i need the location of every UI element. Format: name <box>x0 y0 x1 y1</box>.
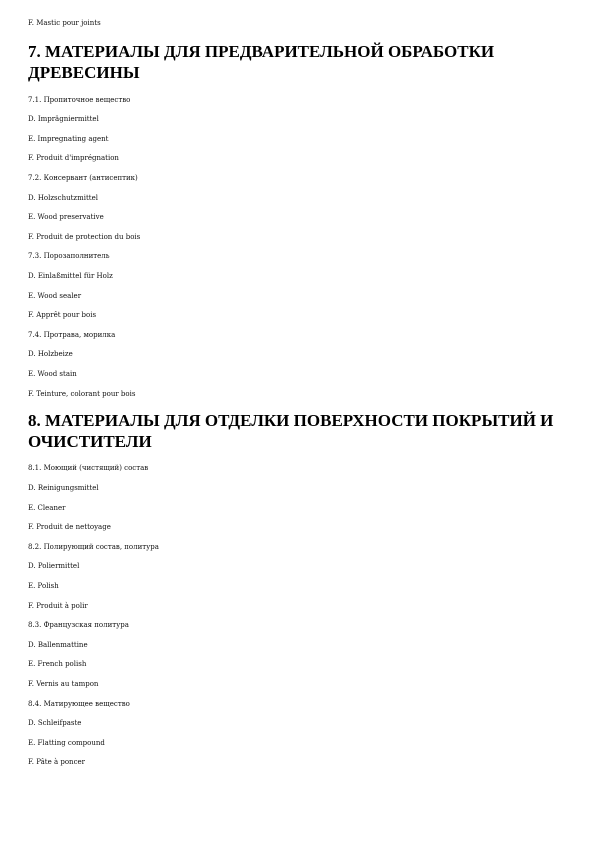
term-7-3-en: E. Wood sealer <box>28 292 82 300</box>
term-7-2-en: E. Wood preservative <box>28 213 104 221</box>
term-7-3: 7.3. Порозаполнитель <box>28 252 110 260</box>
term-7-2-de: D. Holzschutzmittel <box>28 194 98 202</box>
term-8-2-fr: F. Produit à polir <box>28 602 88 610</box>
term-8-3: 8.3. Французская политура <box>28 621 129 629</box>
section-7-heading <box>28 41 573 83</box>
term-7-1: 7.1. Пропиточное вещество <box>28 96 131 104</box>
term-7-2-fr: F. Produit de protection du bois <box>28 233 141 241</box>
term-7-3-de: D. Einlaßmittel für Holz <box>28 272 113 280</box>
term-8-3-en: E. French polish <box>28 660 87 668</box>
term-7-4-de: D. Holzbeize <box>28 350 73 358</box>
term-8-4-fr: F. Pâte à poncer <box>28 758 85 766</box>
term-7-4-en: E. Wood stain <box>28 370 77 378</box>
term-7-2: 7.2. Консервант (антисептик) <box>28 174 138 182</box>
term-8-1-en: E. Cleaner <box>28 504 66 512</box>
term-8-3-fr: F. Vernis au tampon <box>28 680 99 688</box>
term-8-2-en: E. Polish <box>28 582 59 590</box>
term-8-2: 8.2. Полирующий состав, политура <box>28 543 159 551</box>
section-8-heading-line-1: 8. МАТЕРИАЛЫ ДЛЯ ОТДЕЛКИ ПОВЕРХНОСТИ ПОКРЫТИЙ И <box>28 411 554 430</box>
term-7-4-fr: F. Teinture, colorant pour bois <box>28 390 136 398</box>
top-line: F. Mastic pour joints <box>28 19 101 27</box>
term-8-1-de: D. Reinigungsmittel <box>28 484 99 492</box>
term-7-1-en: E. Impregnating agent <box>28 135 109 143</box>
term-8-4: 8.4. Матирующее вещество <box>28 700 130 708</box>
term-8-3-de: D. Ballenmattine <box>28 641 88 649</box>
term-7-4: 7.4. Протрава, морилка <box>28 331 116 339</box>
section-8-heading-line-2: ОЧИСТИТЕЛИ <box>28 432 152 451</box>
term-8-1: 8.1. Моющий (чистящий) состав <box>28 464 149 472</box>
section-7-heading-line-1: 7. МАТЕРИАЛЫ ДЛЯ ПРЕДВАРИТЕЛЬНОЙ ОБРАБОТКИ <box>28 42 495 61</box>
term-8-2-de: D. Poliermittel <box>28 562 80 570</box>
term-7-1-de: D. Imprägniermittel <box>28 115 99 123</box>
section-7-heading-line-2: ДРЕВЕСИНЫ <box>28 63 140 82</box>
section-8-heading <box>28 410 573 452</box>
term-8-4-en: E. Flatting compound <box>28 739 105 747</box>
term-8-1-fr: F. Produit de nettoyage <box>28 523 111 531</box>
term-8-4-de: D. Schleifpaste <box>28 719 82 727</box>
term-7-3-fr: F. Apprêt pour bois <box>28 311 97 319</box>
term-7-1-fr: F. Produit d'imprégnation <box>28 154 119 162</box>
